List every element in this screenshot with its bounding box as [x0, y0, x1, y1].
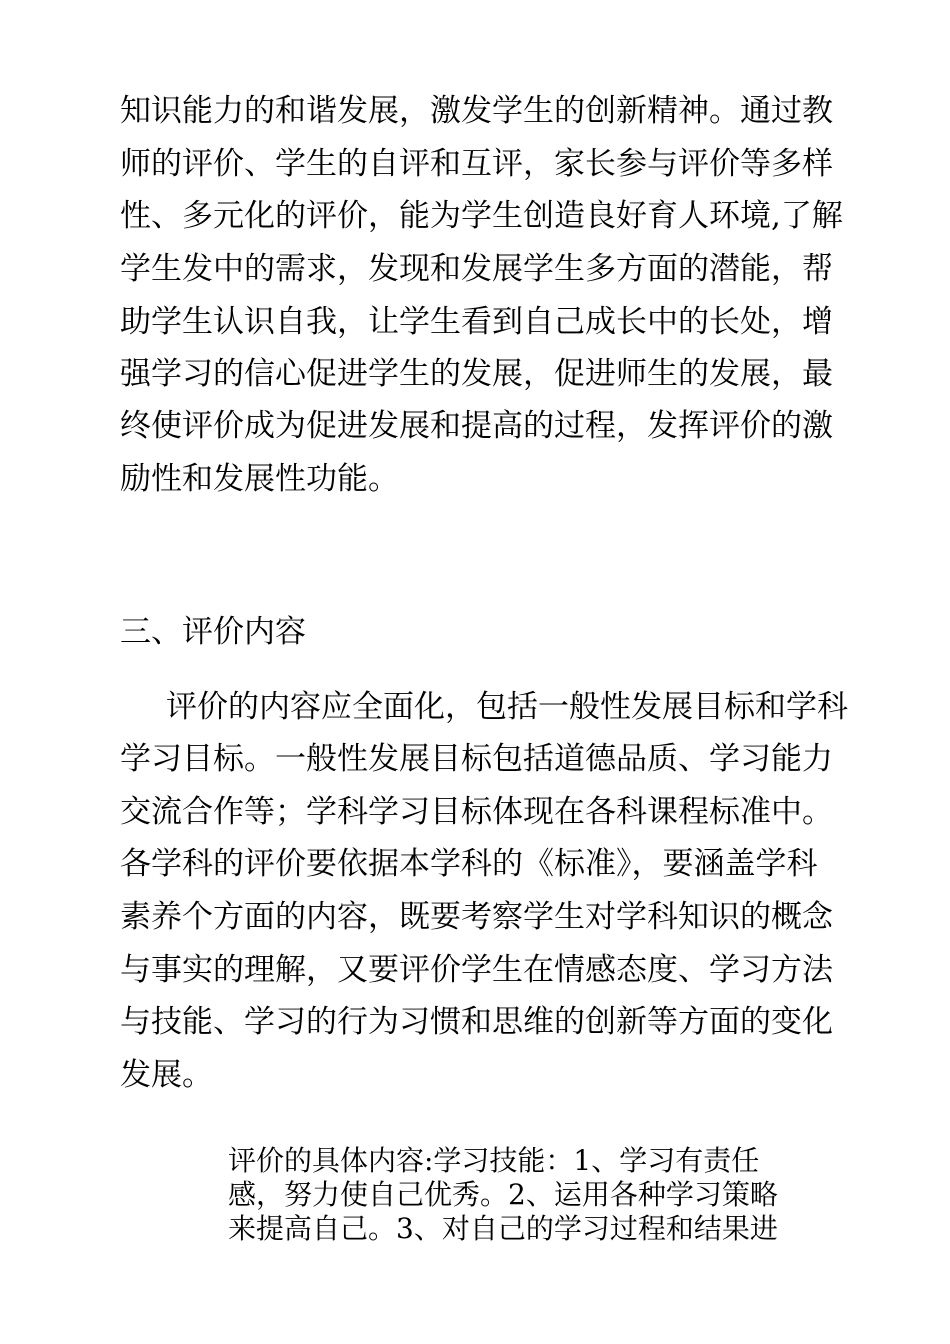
text-line: 终使评价成为促进发展和提高的过程，发挥评价的激 — [120, 408, 833, 444]
text-line: 学生发中的需求，发现和发展学生多方面的潜能，帮 — [120, 251, 833, 287]
section-heading: 三、评价内容 — [120, 614, 306, 650]
text-line: 交流合作等；学科学习目标体现在各科课程标准中。 — [120, 794, 833, 830]
text-line: 来提高自己。3、对自己的学习过程和结果进 — [228, 1212, 778, 1245]
text-line: 励性和发展性功能。 — [120, 461, 399, 497]
text-line: 强学习的信心促进学生的发展，促进师生的发展，最 — [120, 356, 833, 392]
text-line: 性、多元化的评价，能为学生创造良好育人环境,了解 — [120, 198, 843, 234]
text-line: 助学生认识自我，让学生看到自己成长中的长处，增 — [120, 304, 833, 340]
text-line: 评价的内容应全面化，包括一般性发展目标和学科 — [166, 689, 848, 725]
text-line: 各学科的评价要依据本学科的《标准》，要涵盖学科 — [120, 846, 818, 882]
text-line: 发展。 — [120, 1057, 213, 1093]
text-line: 学习目标。一般性发展目标包括道德品质、学习能力 — [120, 741, 833, 777]
text-line: 与事实的理解，又要评价学生在情感态度、学习方法 — [120, 952, 833, 988]
text-line: 师的评价、学生的自评和互评，家长参与评价等多样 — [120, 146, 833, 182]
text-line: 素养个方面的内容，既要考察学生对学科知识的概念 — [120, 899, 833, 935]
text-line: 评价的具体内容:学习技能：1、学习有责任 — [228, 1144, 760, 1177]
text-line: 感，努力使自己优秀。2、运用各种学习策略 — [228, 1178, 778, 1211]
text-line: 知识能力的和谐发展，激发学生的创新精神。通过教 — [120, 93, 833, 129]
text-line: 与技能、学习的行为习惯和思维的创新等方面的变化 — [120, 1004, 833, 1040]
